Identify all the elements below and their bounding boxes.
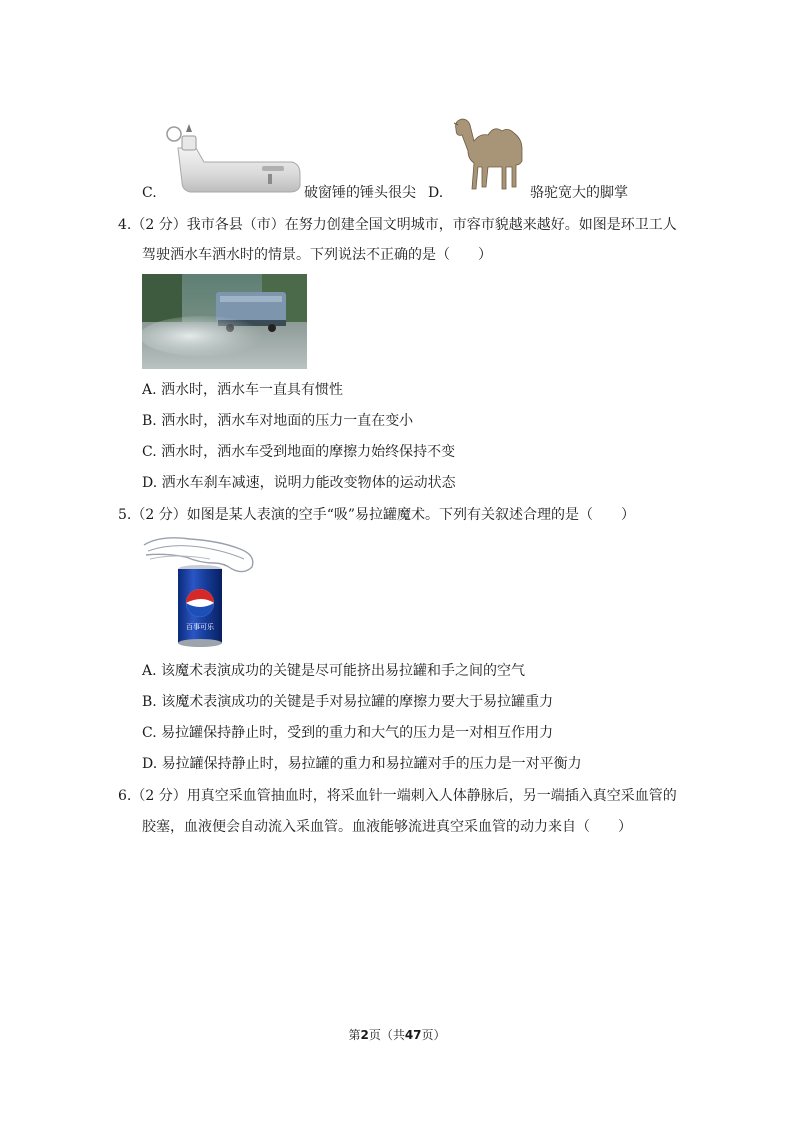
footer-middle: 页（共 [368,1028,405,1042]
q4-option-a: A. 洒水时，洒水车一直具有惯性 [142,382,344,398]
footer-page-number: 2 [360,1028,369,1042]
footer-prefix: 第 [348,1028,361,1042]
q6-stem-line2: 胶塞，血液便会自动流入采血管。血液能够流进真空采血管的动力来自（ ） [142,819,632,835]
q5-option-a: A. 该魔术表演成功的关键是尽可能挤出易拉罐和手之间的空气 [142,663,526,679]
can-label: 百事可乐 [186,623,214,631]
q4-option-d: D. 洒水车刹车减速，说明力能改变物体的运动状态 [142,475,456,491]
q3-option-d-text: 骆驼宽大的脚掌 [530,185,628,201]
q4-stem-line2: 驾驶洒水车洒水时的情景。下列说法不正确的是（ ） [142,247,492,263]
q4-option-c: C. 洒水时，洒水车受到地面的摩擦力始终保持不变 [142,444,456,460]
page-footer [0,1027,794,1043]
q5-stem-line1: 5.（2 分）如图是某人表演的空手“吸”易拉罐魔术。下列有关叙述合理的是（ ） [118,507,636,523]
camel-image [450,115,530,193]
q3-option-c-text: 破窗锤的锤头很尖 [304,185,416,201]
water-truck-photo [142,274,307,369]
q5-option-b: B. 该魔术表演成功的关键是手对易拉罐的摩擦力要大于易拉罐重力 [142,694,554,710]
q3-option-c-letter: C. [142,185,157,201]
q4-stem-line1: 4.（2 分）我市各县（市）在努力创建全国文明城市，市容市貌越来越好。如图是环卫工人 [118,217,677,233]
q6-stem-line1: 6.（2 分）用真空采血管抽血时，将采血针一端刺入人体静脉后，另一端插入真空采血管的 [118,788,677,804]
q5-option-d: D. 易拉罐保持静止时，易拉罐的重力和易拉罐对手的压力是一对平衡力 [142,756,582,772]
footer-suffix: 页） [421,1028,446,1042]
q3-option-d-letter: D. [428,185,444,201]
q5-option-c: C. 易拉罐保持静止时，受到的重力和大气的压力是一对相互作用力 [142,725,554,741]
hammer-image [160,122,302,196]
footer-total-pages: 47 [404,1028,422,1042]
pepsi-can-magic-image [140,533,260,651]
q4-option-b: B. 洒水时，洒水车对地面的压力一直在变小 [142,413,414,429]
